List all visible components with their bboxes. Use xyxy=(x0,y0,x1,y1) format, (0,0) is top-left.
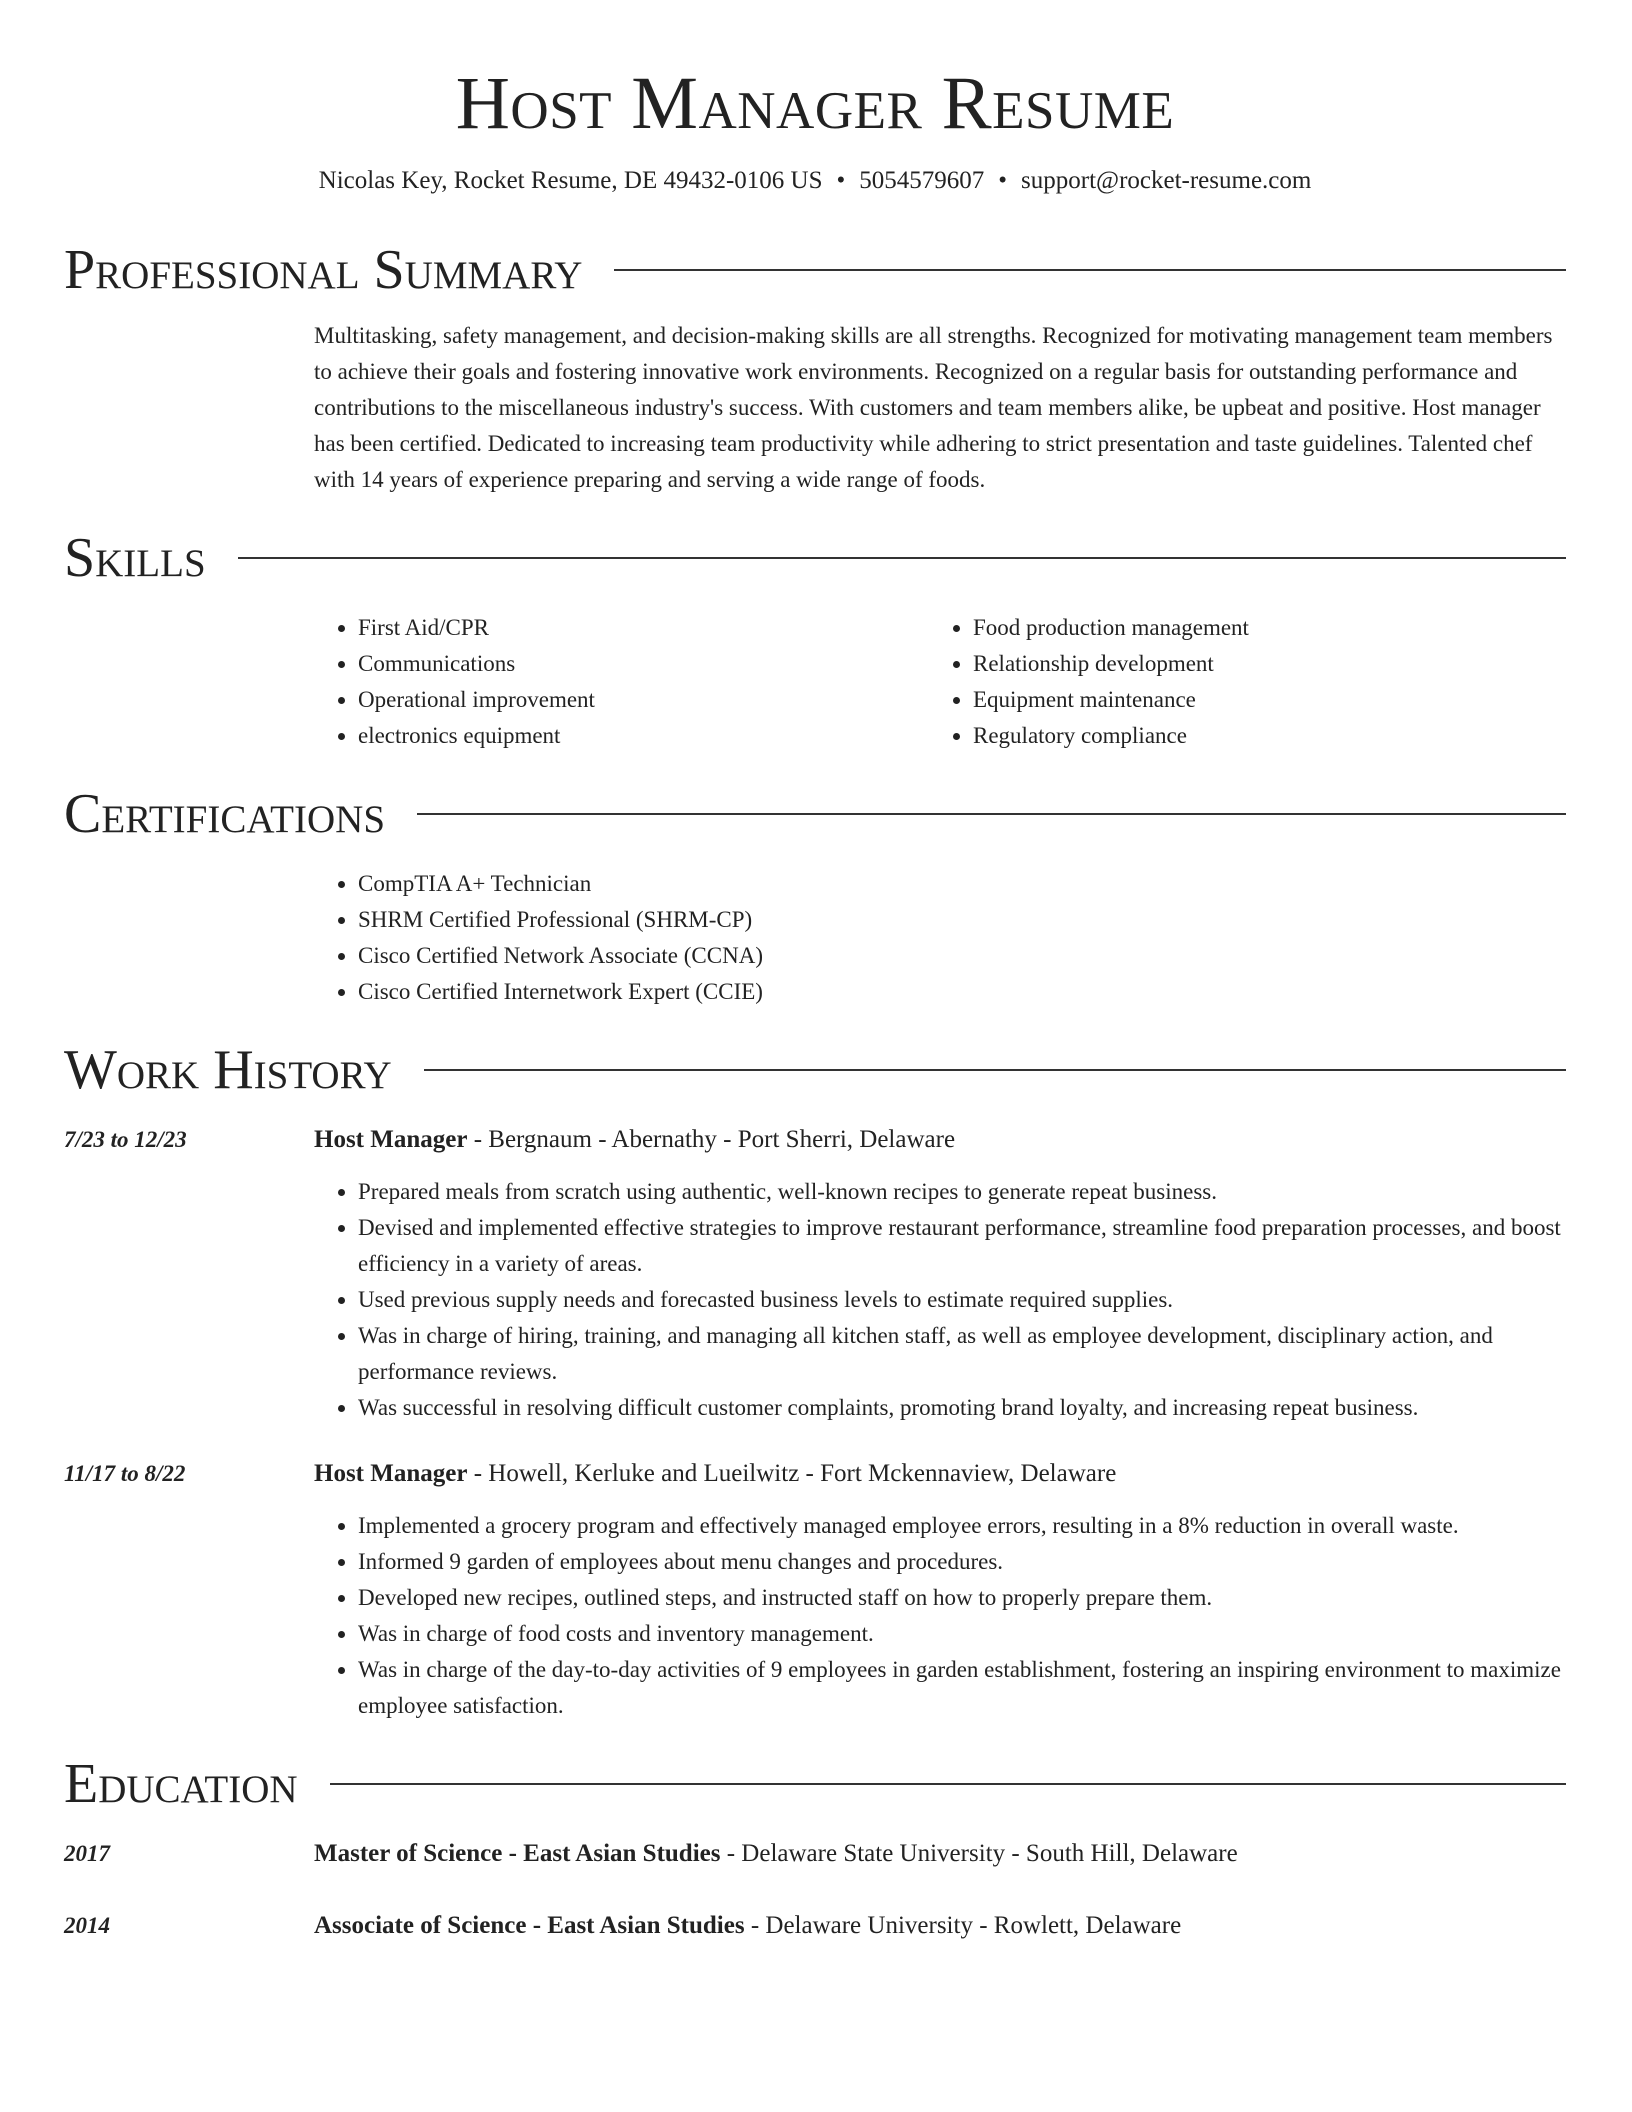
skill-item: • Regulatory compliance xyxy=(973,718,1544,754)
contact-line xyxy=(64,166,1566,196)
summary-heading: Professional Summary xyxy=(64,239,583,301)
job-bullet: • Was in charge of the day-to-day activities of 9 employees in garden establishment, fostering an inspiring environment to maximize employee satisfaction. xyxy=(358,1652,1566,1724)
education-entry xyxy=(64,1836,1566,1872)
job-bullets xyxy=(314,1508,1566,1724)
section-divider xyxy=(238,557,1566,559)
skills-list xyxy=(314,610,1566,754)
section-divider xyxy=(614,269,1566,271)
skills-heading: Skills xyxy=(64,527,206,589)
job-bullet: • Developed new recipes, outlined steps, and instructed staff on how to properly prepare them. xyxy=(358,1580,1566,1616)
job-entry xyxy=(64,1456,1566,1724)
contact-phone: 5054579607 xyxy=(859,167,985,194)
contact-address: Nicolas Key, Rocket Resume, DE 49432-0106 US xyxy=(318,167,823,194)
skills-column-left xyxy=(314,610,929,754)
education-entry xyxy=(64,1908,1566,1944)
certification-item: • CompTIA A+ Technician xyxy=(358,866,1566,902)
education-school: - Delaware State University - South Hill, Delaware xyxy=(720,1840,1238,1867)
job-entry xyxy=(64,1122,1566,1426)
certification-item: • Cisco Certified Network Associate (CCNA) xyxy=(358,938,1566,974)
job-bullet: • Prepared meals from scratch using authentic, well-known recipes to generate repeat business. xyxy=(358,1174,1566,1210)
resume-title: Host Manager Resume xyxy=(455,62,1175,145)
job-bullet: • Devised and implemented effective strategies to improve restaurant performance, streamline food preparation processes, and boost efficiency in a variety of areas. xyxy=(358,1210,1566,1282)
job-bullet: • Was in charge of food costs and inventory management. xyxy=(358,1616,1566,1652)
contact-separator: • xyxy=(998,167,1008,194)
certification-item: • Cisco Certified Internetwork Expert (CCIE) xyxy=(358,974,1566,1010)
section-divider xyxy=(417,813,1566,815)
skill-item: • Food production management xyxy=(973,610,1544,646)
job-employer: - Howell, Kerluke and Lueilwitz - Fort Mckennaview, Delaware xyxy=(467,1460,1117,1487)
certifications-section-header xyxy=(64,784,1566,844)
job-dates: 7/23 to 12/23 xyxy=(64,1127,187,1152)
education-heading: Education xyxy=(64,1753,298,1815)
job-bullet: • Used previous supply needs and forecasted business levels to estimate required supplies. xyxy=(358,1282,1566,1318)
skill-item: • Operational improvement xyxy=(358,682,929,718)
contact-separator: • xyxy=(836,167,846,194)
job-bullet: • Was successful in resolving difficult customer complaints, promoting brand loyalty, and increasing repeat business. xyxy=(358,1390,1566,1426)
work-history-heading: Work History xyxy=(64,1039,392,1101)
contact-email: support@rocket-resume.com xyxy=(1021,167,1312,194)
certifications-list xyxy=(314,866,1566,1010)
job-employer: - Bergnaum - Abernathy - Port Sherri, Delaware xyxy=(467,1126,956,1153)
job-bullet: • Implemented a grocery program and effectively managed employee errors, resulting in a 8% reduction in overall waste. xyxy=(358,1508,1566,1544)
skill-item: • electronics equipment xyxy=(358,718,929,754)
education-year: 2017 xyxy=(64,1841,110,1866)
certification-item: • SHRM Certified Professional (SHRM-CP) xyxy=(358,902,1566,938)
education-year: 2014 xyxy=(64,1913,110,1938)
education-school: - Delaware University - Rowlett, Delaware xyxy=(744,1912,1182,1939)
job-bullets xyxy=(314,1174,1566,1426)
summary-text: Multitasking, safety management, and decision-making skills are all strengths. Recognized for motivating management team members to achieve their goals and fostering innovative work environments. Recognized on a regular basis for outstanding performance and contributions to the miscellaneous industry's success. With customers and team members alike, be upbeat and positive. Host manager has been certified. Dedicated to increasing team productivity while adhering to strict presentation and taste guidelines. Talented chef with 14 years of experience preparing and serving a wide range of foods. xyxy=(314,323,1553,492)
education-details xyxy=(314,1908,1181,1944)
job-details xyxy=(314,1456,1566,1724)
skills-column-right xyxy=(929,610,1544,754)
section-divider xyxy=(330,1783,1566,1785)
job-heading xyxy=(314,1122,1566,1158)
summary-section-header xyxy=(64,240,1566,300)
skills-section-header xyxy=(64,528,1566,588)
job-bullet: • Informed 9 garden of employees about menu changes and procedures. xyxy=(358,1544,1566,1580)
skill-item: • Equipment maintenance xyxy=(973,682,1544,718)
education-details xyxy=(314,1836,1238,1872)
job-title: Host Manager xyxy=(314,1126,468,1153)
job-title: Host Manager xyxy=(314,1460,468,1487)
work-history-section-header xyxy=(64,1040,1566,1100)
skill-item: • Relationship development xyxy=(973,646,1544,682)
education-degree: Associate of Science - East Asian Studies xyxy=(314,1912,745,1939)
education-section-header xyxy=(64,1754,1566,1814)
skill-item: • Communications xyxy=(358,646,929,682)
job-heading xyxy=(314,1456,1566,1492)
job-details xyxy=(314,1122,1566,1426)
education-degree: Master of Science - East Asian Studies xyxy=(314,1840,721,1867)
section-divider xyxy=(424,1069,1566,1071)
certifications-heading: Certifications xyxy=(64,783,386,845)
job-dates: 11/17 to 8/22 xyxy=(64,1461,186,1486)
job-bullet: • Was in charge of hiring, training, and managing all kitchen staff, as well as employee development, disciplinary action, and performance reviews. xyxy=(358,1318,1566,1390)
skill-item: • First Aid/CPR xyxy=(358,610,929,646)
